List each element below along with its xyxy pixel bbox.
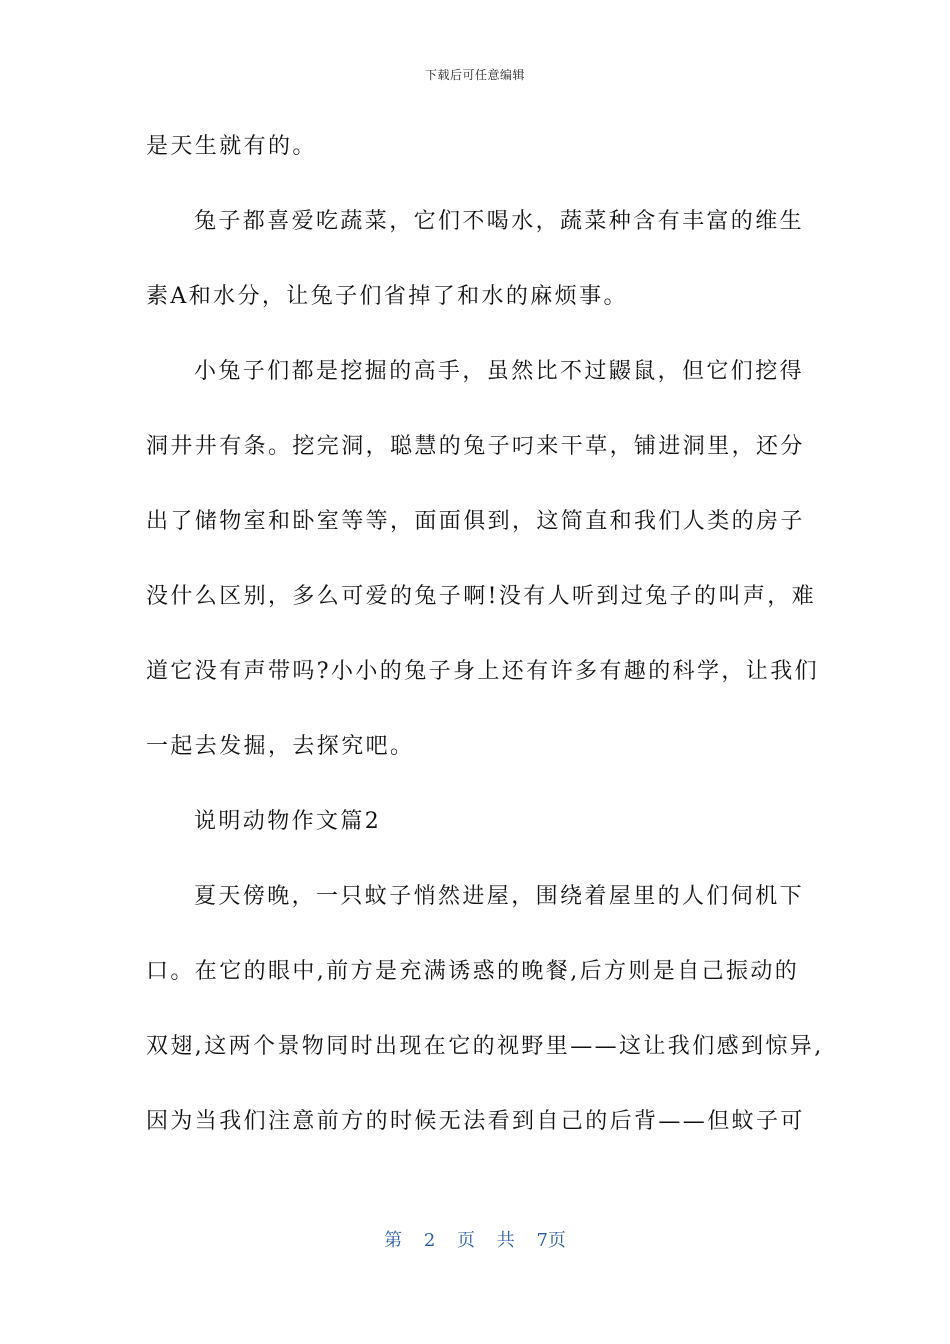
text-line: 是天生就有的。 xyxy=(146,134,317,159)
footer-total-pages: 7页 xyxy=(536,1230,566,1251)
text-line: 夏天傍晚，一只蚊子悄然进屋，围绕着屋里的人们伺机下 xyxy=(194,884,805,909)
text-line: 兔子都喜爱吃蔬菜，它们不喝水，蔬菜种含有丰富的维生 xyxy=(194,209,805,234)
text-line: 小兔子们都是挖掘的高手，虽然比不过鼹鼠，但它们挖得 xyxy=(194,359,805,384)
text-line: 一起去发掘，去探究吧。 xyxy=(146,734,415,759)
text-line: 口。在它的眼中,前方是充满诱惑的晚餐,后方则是自己振动的 xyxy=(146,959,800,984)
footer-total-label: 共 xyxy=(496,1230,515,1251)
page-header: 下载后可任意编辑 xyxy=(424,68,525,82)
footer-current-page: 2 xyxy=(423,1230,436,1251)
text-line: 道它没有声带吗?小小的兔子身上还有许多有趣的科学，让我们 xyxy=(146,659,819,684)
text-line: 洞井井有条。挖完洞，聪慧的兔子叼来干草，铺进洞里，还分 xyxy=(146,434,805,459)
text-line: 因为当我们注意前方的时候无法看到自己的后背——但蚊子可 xyxy=(146,1109,805,1134)
footer-page-unit: 页 xyxy=(457,1230,475,1251)
text-line: 素A和水分，让兔子们省掉了和水的麻烦事。 xyxy=(146,284,628,309)
document-body xyxy=(146,124,826,1174)
text-line: 没什么区别，多么可爱的兔子啊!没有人听到过兔子的叫声，难 xyxy=(146,584,817,609)
footer-page-label: 第 xyxy=(384,1230,403,1251)
section-heading: 说明动物作文篇2 xyxy=(194,809,382,834)
page-footer xyxy=(0,1226,950,1252)
text-line: 双翅,这两个景物同时出现在它的视野里——这让我们感到惊异, xyxy=(146,1034,824,1059)
text-line: 出了储物室和卧室等等，面面俱到，这简直和我们人类的房子 xyxy=(146,509,805,534)
